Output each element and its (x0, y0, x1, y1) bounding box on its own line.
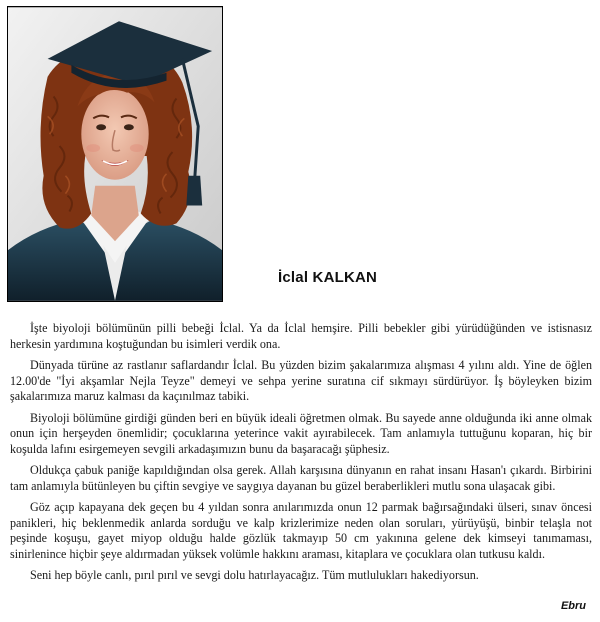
paragraph: Seni hep böyle canlı, pırıl pırıl ve sevgi dolu hatırlayacağız. Tüm mutlulukları hakediyorsun. (30, 568, 479, 582)
biography-text (10, 321, 592, 590)
right-eye (124, 124, 134, 130)
left-eye (96, 124, 106, 130)
paragraph: Göz açıp kapayana dek geçen bu 4 yıldan sonra anılarımızda onun 12 parmak bağırsağındaki ülseri, sınav öncesi panikleri, hiç beklenmedik anlarda sorduğu ve kalp krizlerimize neden olan soruları, yürüyüşü, binbir telaşla not peşinde koşuşu, gayet miyop olduğu halde gözlük takmayıp 50 cm yakınına gelene dek kimseyi tanımaması, sinirlenince hiçbir şeye aldırmadan yüksek volümle hakkını araması, kitaplara ve çocuklara olan tutkusu kaldı. (10, 500, 592, 561)
paragraph: Oldukça çabuk paniğe kapıldığından olsa gerek. Allah karşısına dünyanın en rahat insanı Hasan'ı çıkardı. Birbirini tam anlamıyla bütünleyen bu çiftin sevgiye ve saygıya dayanan bu güzel beraberlikleri mutlu sona ulaşacak gibi. (10, 463, 592, 493)
person-name: İclal KALKAN (278, 269, 378, 286)
face (81, 89, 148, 180)
paragraph: Biyoloji bölümüne girdiği günden beri en büyük ideali öğretmen olmak. Bu sayede anne olduğunda iki anne olmak onun için herşeyden önemlidir; çocuklarına yeterince vakit ayırabilecek. Tam anlamıyla tuttuğunu koparan, hiç bir koşulda lafını esirgemeyen sevgili arkadaşımızın bunu da başaracağı şüphesiz. (10, 410, 592, 456)
portrait-photo (7, 6, 223, 302)
paragraph: İşte biyoloji bölümünün pilli bebeği İclal. Ya da İclal hemşire. Pilli bebekler gibi yürüdüğünden ve istisnasız herkesin yardımına koştuğundan bu isimleri verdik ona. (10, 321, 592, 351)
author-signature: Ebru (560, 600, 586, 612)
paragraph: Dünyada türüne az rastlanır saflardandır İclal. Bu yüzden bizim şakalarımıza alışması 4 yılını aldı. Yine de öğlen 12.00'de "İyi akşamlar Nejla Teyze" demeyi ve sehpa yerine suratına cif sıkmayı sürdürüyor. İş böyleyken bizim şakalarımıza maruz kalması da kaçınılmaz tabiki. (10, 358, 592, 403)
portrait-illustration (8, 7, 222, 301)
